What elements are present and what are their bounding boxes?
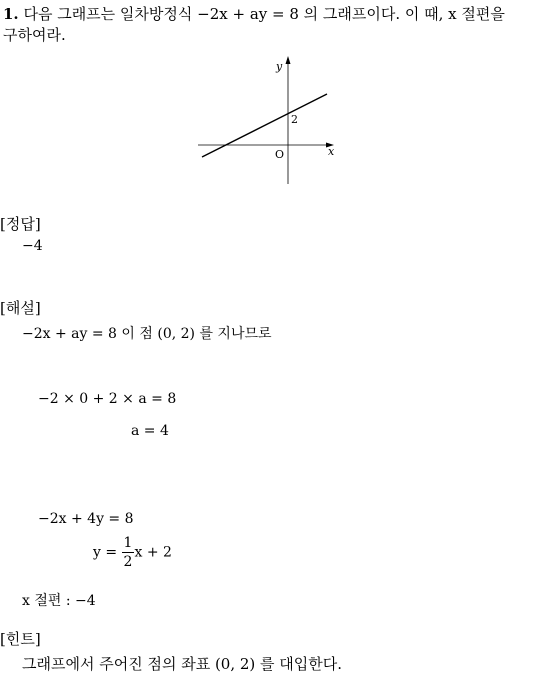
solution-conclusion: x 절편 : −4	[22, 593, 96, 609]
hint-text: 그래프에서 주어진 점의 좌표 (0, 2) 를 대입한다.	[22, 655, 343, 673]
equation-4-prefix: y =	[93, 544, 122, 561]
line-graph	[190, 52, 350, 192]
fraction-denominator: 2	[123, 554, 133, 570]
y-intercept-label: 2	[291, 113, 298, 126]
equation-line	[202, 94, 327, 157]
hint-header: [힌트]	[0, 630, 41, 648]
problem-text-2: 구하여라.	[3, 26, 66, 44]
fraction-one-half	[122, 536, 135, 569]
equation-3: −2x + 4y = 8	[38, 511, 134, 527]
origin-label: O	[275, 148, 285, 161]
equation-2: a = 4	[131, 423, 169, 439]
problem-line-1	[3, 3, 505, 24]
x-axis-label: x	[328, 145, 335, 158]
equation-4-suffix: x + 2	[134, 544, 172, 561]
fraction-numerator: 1	[123, 535, 133, 551]
solution-intro: −2x + ay = 8 이 점 (0, 2) 를 지나므로	[22, 326, 272, 342]
solution-header: [해설]	[0, 299, 41, 317]
y-axis-arrow	[286, 56, 291, 64]
answer-value: −4	[22, 238, 43, 254]
problem-number: 1.	[3, 5, 19, 23]
equation-4	[93, 536, 172, 569]
y-axis-label: y	[276, 60, 283, 73]
answer-header: [정답]	[0, 215, 41, 233]
problem-text-1: 다음 그래프는 일차방정식 −2x + ay = 8 의 그래프이다. 이 때, x 절편을	[23, 5, 505, 23]
equation-1: −2 × 0 + 2 × a = 8	[38, 391, 177, 407]
